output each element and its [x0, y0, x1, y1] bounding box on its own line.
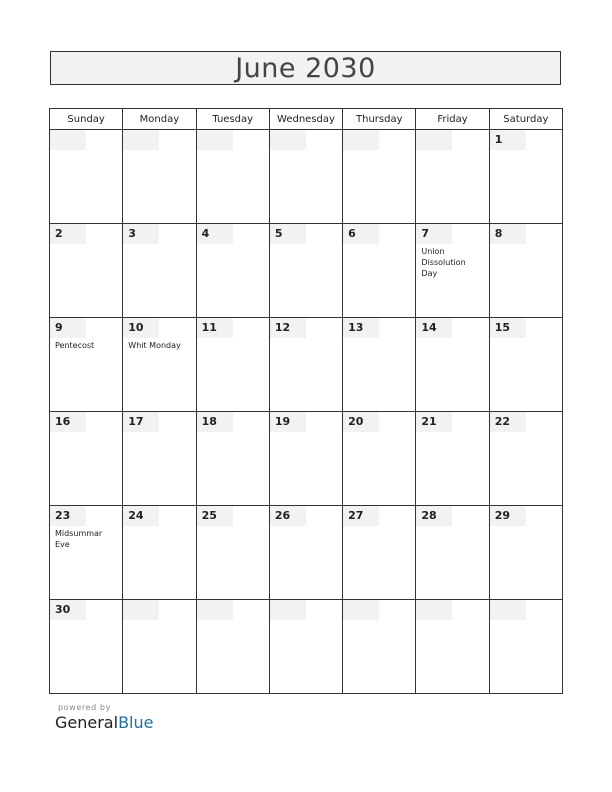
day-number: 7 [416, 224, 452, 244]
week-row [50, 318, 563, 412]
holiday-label: Whit Monday [128, 341, 181, 350]
day-cell [489, 318, 562, 412]
holiday-label [416, 526, 488, 528]
day-number: 13 [343, 318, 379, 338]
day-number: 15 [490, 318, 526, 338]
week-row [50, 600, 563, 694]
holiday-label [490, 244, 562, 246]
day-number [197, 130, 233, 150]
holiday-label [490, 432, 562, 434]
weekday-header: Thursday [343, 109, 416, 130]
day-cell [489, 224, 562, 318]
day-number: 21 [416, 412, 452, 432]
holiday-label [270, 432, 342, 434]
holiday-label [270, 338, 342, 340]
day-number: 17 [123, 412, 159, 432]
holiday-label [416, 338, 488, 340]
day-number: 1 [490, 130, 526, 150]
day-cell [123, 130, 196, 224]
weekday-header: Friday [416, 109, 489, 130]
weekday-header: Sunday [50, 109, 123, 130]
day-cell [343, 224, 416, 318]
day-cell [50, 318, 123, 412]
day-cell [50, 224, 123, 318]
day-cell [343, 318, 416, 412]
holiday-label: Union Dissolution Day [421, 247, 466, 278]
holiday-label [490, 526, 562, 528]
day-cell [489, 600, 562, 694]
holiday-label [270, 620, 342, 622]
day-number: 22 [490, 412, 526, 432]
day-cell [416, 318, 489, 412]
day-number: 11 [197, 318, 233, 338]
day-cell [416, 130, 489, 224]
day-number: 27 [343, 506, 379, 526]
week-row [50, 506, 563, 600]
day-number: 12 [270, 318, 306, 338]
day-number: 2 [50, 224, 86, 244]
holiday-label [416, 620, 488, 622]
day-cell [196, 506, 269, 600]
weekday-header: Tuesday [196, 109, 269, 130]
day-number: 18 [197, 412, 233, 432]
day-cell [269, 412, 342, 506]
holiday-label [50, 620, 122, 622]
footer-branding [55, 703, 153, 732]
day-number: 9 [50, 318, 86, 338]
day-cell [123, 600, 196, 694]
day-number: 8 [490, 224, 526, 244]
day-cell [416, 224, 489, 318]
day-cell [489, 412, 562, 506]
holiday-label [270, 150, 342, 152]
weekday-header: Saturday [489, 109, 562, 130]
week-row [50, 130, 563, 224]
day-cell [196, 130, 269, 224]
holiday-label [50, 150, 122, 152]
holiday-label [343, 526, 415, 528]
day-cell [123, 506, 196, 600]
day-number: 5 [270, 224, 306, 244]
day-number: 28 [416, 506, 452, 526]
holiday-label [416, 150, 488, 152]
holiday-label: Midsummar Eve [55, 529, 103, 549]
day-number [270, 130, 306, 150]
day-number: 30 [50, 600, 86, 620]
day-cell [196, 412, 269, 506]
week-row [50, 412, 563, 506]
holiday-label [197, 432, 269, 434]
day-cell [343, 506, 416, 600]
holiday-label [270, 244, 342, 246]
day-number [416, 600, 452, 620]
holiday-label [416, 432, 488, 434]
holiday-label [343, 432, 415, 434]
brand-general-text: General [55, 713, 119, 732]
day-cell [123, 318, 196, 412]
generalblue-logo[interactable] [55, 713, 153, 732]
day-number: 24 [123, 506, 159, 526]
day-cell [50, 130, 123, 224]
weekday-header: Monday [123, 109, 196, 130]
day-number: 26 [270, 506, 306, 526]
day-cell [196, 224, 269, 318]
day-cell [489, 506, 562, 600]
day-cell [343, 412, 416, 506]
day-cell [196, 600, 269, 694]
day-cell [489, 130, 562, 224]
day-number: 20 [343, 412, 379, 432]
holiday-label [490, 150, 562, 152]
day-number: 29 [490, 506, 526, 526]
day-number [50, 130, 86, 150]
day-cell [269, 130, 342, 224]
day-number: 16 [50, 412, 86, 432]
holiday-label [270, 526, 342, 528]
day-number: 4 [197, 224, 233, 244]
holiday-label [50, 432, 122, 434]
day-number [270, 600, 306, 620]
holiday-label [50, 244, 122, 246]
day-cell [269, 600, 342, 694]
day-number: 25 [197, 506, 233, 526]
holiday-label [123, 432, 195, 434]
day-number [123, 600, 159, 620]
calendar-title-box [50, 51, 561, 85]
day-cell [416, 600, 489, 694]
day-cell [123, 412, 196, 506]
weekday-header-row [50, 109, 563, 130]
holiday-label [123, 620, 195, 622]
holiday-label [197, 150, 269, 152]
day-cell [50, 600, 123, 694]
day-cell [343, 130, 416, 224]
day-cell [123, 224, 196, 318]
day-number: 19 [270, 412, 306, 432]
weekday-header: Wednesday [269, 109, 342, 130]
day-cell [50, 506, 123, 600]
day-cell [269, 224, 342, 318]
holiday-label [197, 526, 269, 528]
day-cell [196, 318, 269, 412]
holiday-label [343, 338, 415, 340]
day-cell [416, 506, 489, 600]
calendar-grid [49, 108, 563, 694]
day-number: 23 [50, 506, 86, 526]
day-cell [50, 412, 123, 506]
day-number: 6 [343, 224, 379, 244]
day-number [490, 600, 526, 620]
day-number [343, 600, 379, 620]
day-number [123, 130, 159, 150]
holiday-label [197, 244, 269, 246]
holiday-label [197, 338, 269, 340]
holiday-label [123, 526, 195, 528]
day-number [343, 130, 379, 150]
day-cell [343, 600, 416, 694]
holiday-label [490, 338, 562, 340]
day-cell [416, 412, 489, 506]
brand-blue-text: Blue [118, 713, 154, 732]
holiday-label [343, 244, 415, 246]
holiday-label [197, 620, 269, 622]
calendar-title: June 2030 [235, 52, 376, 84]
holiday-label [343, 150, 415, 152]
day-cell [269, 318, 342, 412]
day-number: 3 [123, 224, 159, 244]
holiday-label [343, 620, 415, 622]
holiday-label [123, 150, 195, 152]
holiday-label [490, 620, 562, 622]
day-cell [269, 506, 342, 600]
week-row [50, 224, 563, 318]
powered-by-text: powered by [58, 703, 111, 712]
holiday-label [123, 244, 195, 246]
holiday-label: Pentecost [55, 341, 95, 350]
day-number [416, 130, 452, 150]
day-number [197, 600, 233, 620]
day-number: 14 [416, 318, 452, 338]
day-number: 10 [123, 318, 159, 338]
